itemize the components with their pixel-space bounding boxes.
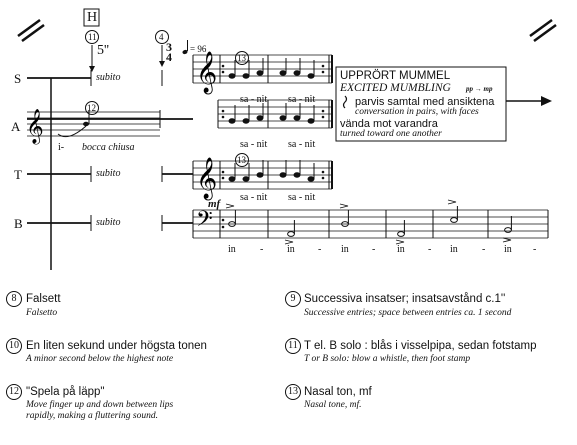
bass-syllable: in — [397, 244, 405, 255]
bass-syllable: - — [318, 244, 322, 255]
bass-dynamic: mf — [208, 198, 221, 210]
bass-syllable: in — [287, 244, 295, 255]
bass-syllable: in — [341, 244, 349, 255]
tempo-mark: = 96 — [190, 44, 207, 54]
svg-text:𝄞: 𝄞 — [26, 109, 44, 144]
svg-text:𝄢: 𝄢 — [196, 207, 213, 237]
footnote-text: "Spela på läpp" — [26, 386, 105, 398]
time-signature-bottom: 4 — [166, 50, 172, 64]
box-line-6: turned toward one another — [340, 129, 442, 139]
footnote-text: Falsett — [26, 293, 61, 305]
staff-label-t: T — [14, 167, 22, 182]
duration-mark: 5'' — [97, 43, 110, 58]
footnote-translation: Successive entries; space between entries ca. 1 second — [304, 308, 512, 318]
footnote-translation: T or B solo: blow a whistle, then foot stamp — [304, 354, 471, 364]
cue-number-13-t: 13 — [237, 155, 246, 165]
box-line-4: conversation in pairs, with faces — [355, 107, 479, 117]
caesura-right-icon — [530, 20, 556, 41]
bass-syllable: - — [372, 244, 376, 255]
box-line-3: parvis samtal med ansiktena — [355, 96, 495, 108]
bass-syllable: - — [533, 244, 537, 255]
lyric-t-1: sa - nit — [240, 192, 268, 203]
subito-t: subito — [96, 168, 121, 179]
footnote-translation: Move finger up and down between lips — [26, 400, 174, 410]
footnote-text: T el. B solo : blås i visselpipa, sedan fotstamp — [304, 340, 537, 352]
staff-label-b: B — [14, 216, 23, 231]
box-title: UPPRÖRT MUMMEL — [340, 70, 451, 82]
lyric-s-1: sa - nit — [240, 94, 268, 105]
footnote-text: En liten sekund under högsta tonen — [26, 340, 207, 352]
footnote-translation: A minor second below the highest note — [26, 354, 174, 364]
caesura-left-icon — [18, 20, 44, 41]
cue-number-4: 4 — [159, 32, 164, 42]
staff-label-s: S — [14, 71, 22, 86]
bass-syllable: - — [260, 244, 264, 255]
lyric-a-1: sa - nit — [240, 139, 268, 150]
lyric-s-2: sa - nit — [288, 94, 316, 105]
bass-syllable: in — [228, 244, 236, 255]
subito-s: subito — [96, 72, 121, 83]
box-title-en: EXCITED MUMBLING — [340, 82, 451, 94]
footnote-text: Nasal ton, mf — [304, 386, 372, 398]
box-line-5: vända mot varandra — [340, 118, 438, 130]
alto-technique: bocca chiusa — [82, 142, 135, 153]
bass-syllable: in — [450, 244, 458, 255]
bass-syllable: - — [482, 244, 486, 255]
lyric-t-2: sa - nit — [288, 192, 316, 203]
footnote-translation: Nasal tone, mf. — [304, 400, 362, 410]
footnote-number: 8 — [6, 291, 22, 307]
box-dynamic: pp → mp — [466, 85, 493, 93]
alto-lyric: i- — [58, 142, 65, 153]
footnote-number: 12 — [6, 384, 22, 400]
footnote-translation: Falsetto — [26, 308, 58, 318]
svg-text:𝄞: 𝄞 — [196, 158, 218, 199]
footnote-translation: rapidly, making a fluttering sound. — [26, 411, 158, 421]
svg-text:𝄞: 𝄞 — [196, 52, 218, 93]
cue-number-12: 12 — [87, 103, 96, 113]
footnote-text: Successiva insatser; insatsavstånd c.1'' — [304, 293, 506, 305]
cue-number-13-s: 13 — [237, 53, 246, 63]
rehearsal-mark: H — [87, 10, 98, 25]
footnote-number: 11 — [285, 338, 301, 354]
cue-number-11: 11 — [88, 32, 97, 42]
subito-b: subito — [96, 217, 121, 228]
time-signature-top: 3 — [166, 40, 172, 54]
footnote-number: 13 — [285, 384, 301, 400]
footnote-number: 9 — [285, 291, 301, 307]
staff-label-a: A — [11, 119, 21, 134]
lyric-a-2: sa - nit — [288, 139, 316, 150]
bass-syllable: in — [504, 244, 512, 255]
footnote-number: 10 — [6, 338, 22, 354]
bass-syllable: - — [428, 244, 432, 255]
